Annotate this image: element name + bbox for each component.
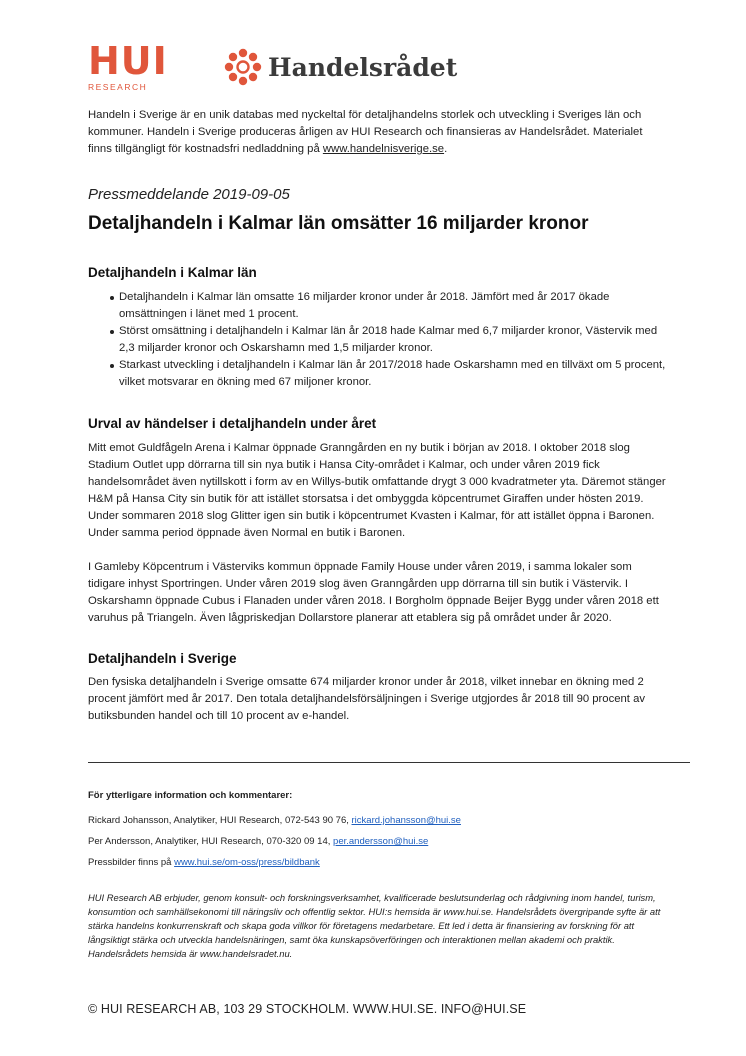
section-sverige-heading: Detaljhandeln i Sverige: [88, 651, 237, 666]
bildbank-link[interactable]: www.hui.se/om-oss/press/bildbank: [174, 857, 320, 868]
contact-person-1-text: Rickard Johansson, Analytiker, HUI Research, 072-543 90 76,: [88, 815, 352, 826]
footer: © HUI RESEARCH AB, 103 29 STOCKHOLM. WWW.HUI.SE. INFO@HUI.SE: [88, 1002, 527, 1016]
events-paragraph-1: Mitt emot Guldfågeln Arena i Kalmar öppnade Granngården en ny butik i början av 2018. I oktober 2018 slog Stadium Outlet upp dörrarna till sin nya butik i Hansa City-området i Kalmar, och under våren 2019 fick handelsområdet även nytillskott i form av en Willys-butik omfattande drygt 3 000 kvadratmeter yta. Däremot stänger H&M på Hansa City sin butik för att istället storsatsa i det ombyggda köpcentrumet Giraffen under hösten 2019. Under sommaren 2018 slog Glitter igen sin butik i köpcentrumet Kvasten i Kalmar, för att istället öppna i Baronen. Under samma period öppnade även Normal en butik i Baronen.: [88, 442, 666, 539]
list-item: [88, 289, 668, 323]
events-paragraph-2: I Gamleby Köpcentrum i Västerviks kommun öppnade Family House under våren 2019, i samma lokaler som tidigare inhyst Sportringen. Under våren 2019 slog även Granngården upp dörrarna till sin butik i Västervik. I Oskarshamn öppnade Cubus i Flanaden under våren 2018. I Borgholm öppnade Beijer Bygg under våren 2018 ett varuhus på Triangeln. Även lågpriskedjan Dollarstore planerar att etablera sig på området under år 2020.: [88, 561, 659, 624]
handelsradet-logo-word: Handelsrådet: [268, 52, 458, 82]
list-item: [88, 323, 668, 357]
bullet-text: Starkast utveckling i detaljhandeln i Kalmar län år 2017/2018 hade Oskarshamn med en tillväxt om 5 procent, vilket motsvarar en ökning med 67 miljoner kronor.: [119, 359, 666, 388]
about-paragraph: HUI Research AB erbjuder, genom konsult- och forskningsverksamhet, kvalificerade beslutsunderlag och rådgivning inom handel, turism, konsumtion och samhällsekonomi till näringsliv och offentlig sektor. HUI:s hemsida är www.hui.se. Handelsrådets övergripande syfte är att stärka handelns konkurrenskraft och skapa goda villkor för företagens medarbetare. Ett led i detta är finansiering av forskning för att långsiktigt stärka och utveckla handelsnäringen, samt öka kunskapsöverföringen och interaktionen mellan akademi och praktik. Handelsrådets hemsida är www.handelsradet.nu.: [88, 892, 661, 959]
section-kalmar-heading: Detaljhandeln i Kalmar län: [88, 265, 257, 280]
divider: [88, 762, 690, 763]
bullet-text: Detaljhandeln i Kalmar län omsatte 16 miljarder kronor under år 2018. Jämfört med år 2017 ökade omsättningen i länet med 1 procent.: [119, 291, 610, 320]
contact-person-2-text: Per Andersson, Analytiker, HUI Research, 070-320 09 14,: [88, 836, 334, 847]
list-item: [88, 357, 668, 391]
bullet-icon: [110, 330, 114, 334]
intro-paragraph: [88, 107, 668, 158]
press-images-text: Pressbilder finns på: [88, 857, 175, 868]
bullet-icon: [110, 296, 114, 300]
header-logos: [88, 39, 468, 94]
hui-research-logo: [88, 39, 168, 92]
contact-person-2: [88, 836, 428, 847]
handelsradet-logo: [222, 46, 457, 88]
bullet-icon: [110, 364, 114, 368]
press-release-date: Pressmeddelande 2019-09-05: [88, 186, 290, 203]
contact-heading: För ytterligare information och kommentarer:: [88, 790, 293, 801]
headline: Detaljhandeln i Kalmar län omsätter 16 miljarder kronor: [88, 213, 589, 234]
hui-logo-subtitle: RESEARCH: [88, 82, 148, 92]
per-email-link[interactable]: per.andersson@hui.se: [333, 836, 429, 847]
intro-text: Handeln i Sverige är en unik databas med nyckeltal för detaljhandelns storlek och utveckling i Sveriges län och kommuner. Handeln i Sverige produceras årligen av HUI Research och finansieras av Handelsrådet. Materialet finns tillgängligt för kostnadsfri nedladdning på: [88, 109, 643, 155]
section-events-heading: Urval av händelser i detaljhandeln under året: [88, 416, 377, 431]
press-images: [88, 857, 320, 868]
intro-end: .: [444, 143, 448, 155]
handelnisverige-link[interactable]: www.handelnisverige.se: [322, 143, 445, 155]
hui-logo-word: HUI: [88, 39, 168, 83]
bullet-text: Störst omsättning i detaljhandeln i Kalmar län år 2018 hade Kalmar med 6,7 miljarder kronor, Västervik med 2,3 miljarder kronor och Oskarshamn med 1,5 miljarder kronor.: [119, 325, 658, 354]
flower-dots-icon: [222, 46, 264, 88]
contact-person-1: [88, 815, 461, 826]
rickard-email-link[interactable]: rickard.johansson@hui.se: [351, 815, 461, 826]
sverige-paragraph: Den fysiska detaljhandeln i Sverige omsatte 674 miljarder kronor under år 2018, vilket innebar en ökning med 2 procent jämfört med år 2017. Den totala detaljhandelsförsäljningen i Sverige utgjordes år 2018 till 90 procent av butiksbunden handel och till 10 procent av e-handel.: [88, 676, 646, 722]
kalmar-bullet-list: [88, 289, 668, 391]
